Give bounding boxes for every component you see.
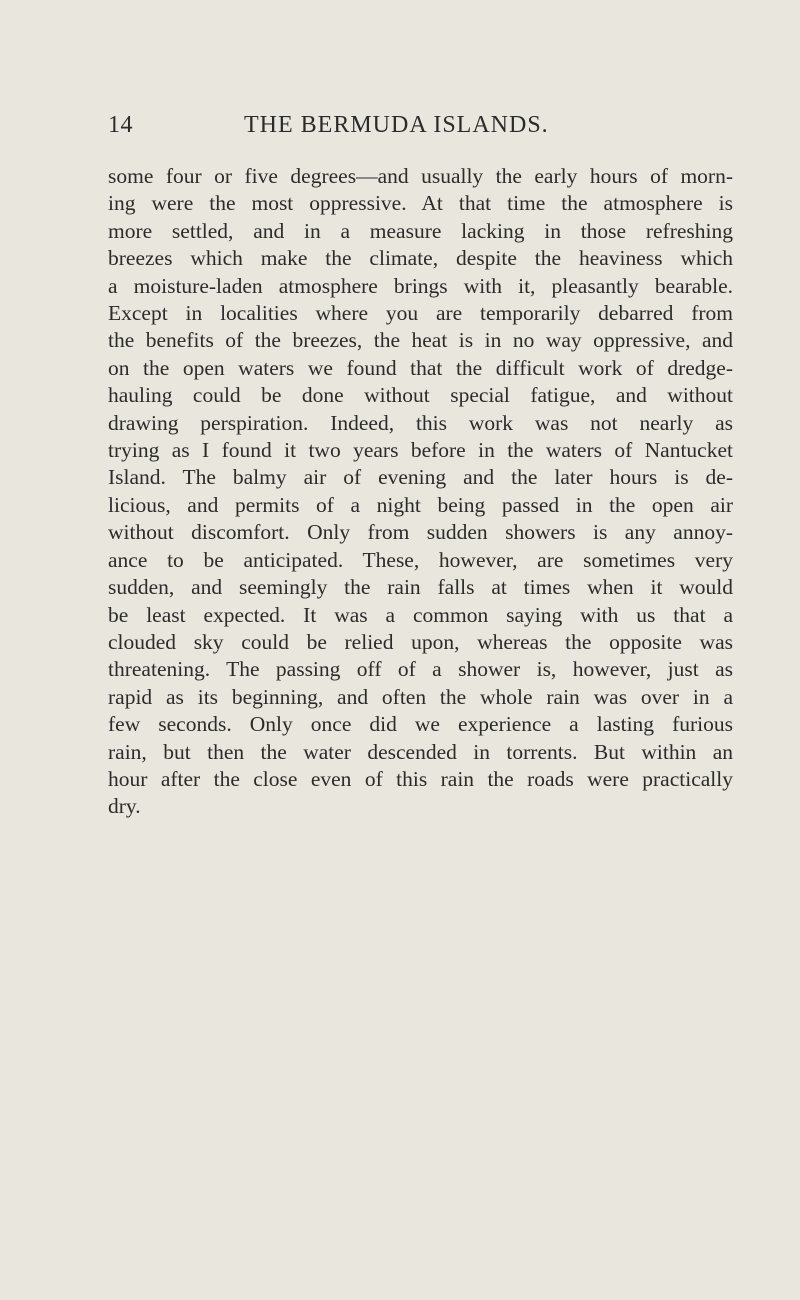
text-line: ance to be anticipated. These, however, are sometimes very [108,547,733,572]
text-line: ing were the most oppressive. At that time the atmosphere is [108,191,733,216]
text-line: drawing perspiration. Indeed, this work was not nearly as [108,410,733,435]
text-line: on the open waters we found that the difficult work of dredge- [108,355,733,380]
text-line: without discomfort. Only from sudden showers is any annoy- [108,520,733,545]
text-line: more settled, and in a measure lacking in those refreshing [108,218,733,243]
text-line: rapid as its beginning, and often the whole rain was over in a [108,684,733,709]
text-line: Except in localities where you are temporarily debarred from [108,301,733,326]
text-line: breezes which make the climate, despite the heaviness which [108,246,733,271]
text-line: trying as I found it two years before in the waters of Nantucket [108,438,733,463]
page-number: 14 [108,112,133,138]
text-line: few seconds. Only once did we experience a lasting furious [108,712,733,737]
text-line: some four or five degrees—and usually the early hours of morn- [108,164,733,188]
text-line: clouded sky could be relied upon, whereas the opposite was [108,629,733,654]
text-line: a moisture-laden atmosphere brings with it, pleasantly bearable. [108,273,733,298]
text-line: dry. [108,794,141,819]
text-line: rain, but then the water descended in torrents. But within an [108,739,733,764]
text-line: sudden, and seemingly the rain falls at times when it would [108,575,733,600]
page-header [108,112,733,146]
text-line: the benefits of the breezes, the heat is in no way oppressive, and [108,328,733,353]
body-paragraph [108,163,733,821]
running-head: THE BERMUDA ISLANDS. [244,112,549,138]
text-line: be least expected. It was a common saying with us that a [108,602,733,627]
text-line: Island. The balmy air of evening and the later hours is de- [108,465,733,490]
text-line: threatening. The passing off of a shower is, however, just as [108,657,733,682]
text-line: licious, and permits of a night being passed in the open air [108,492,733,517]
text-line: hauling could be done without special fatigue, and without [108,383,733,408]
text-line: hour after the close even of this rain the roads were practically [108,766,733,791]
